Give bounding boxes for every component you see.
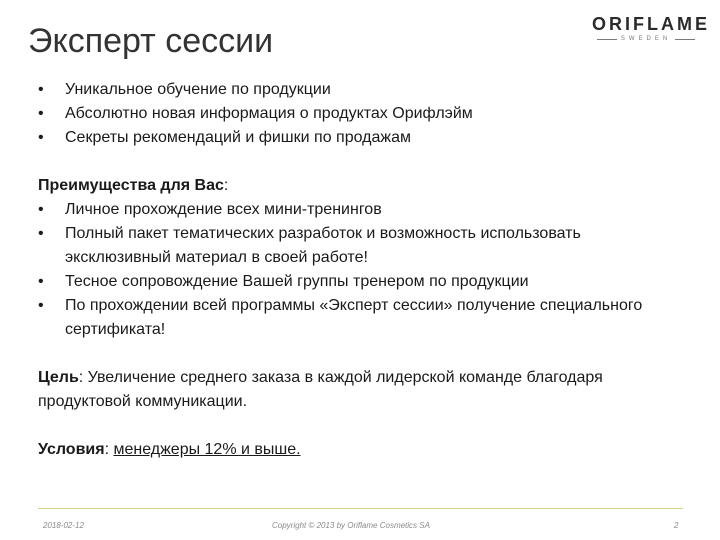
bullet-icon: • xyxy=(38,105,44,122)
oriflame-logo xyxy=(592,14,710,43)
goal-label: Цель xyxy=(38,369,79,386)
slide-title: Эксперт сессии xyxy=(28,22,274,60)
logo-sub: SWEDEN xyxy=(620,36,672,42)
logo-brand: ORIFLAME xyxy=(592,14,710,34)
benefits-list xyxy=(38,198,678,342)
slide-body xyxy=(38,78,678,462)
intro-list xyxy=(38,78,678,150)
bullet-icon: • xyxy=(38,273,44,290)
benefit-item-text: Личное прохождение всех мини-тренингов xyxy=(65,201,382,218)
logo-divider-right xyxy=(675,39,695,40)
benefit-item-text: Полный пакет тематических разработок и возможность использовать эксклюзивный материал в своей работе! xyxy=(65,225,581,266)
intro-item-text: Уникальное обучение по продукции xyxy=(65,81,331,98)
benefits-heading-text: Преимущества для Вас xyxy=(38,177,224,194)
footer-date: 2018-02-12 xyxy=(43,521,84,530)
benefit-item-text: Тесное сопровождение Вашей группы тренером по продукции xyxy=(65,273,529,290)
intro-item xyxy=(38,126,678,150)
benefit-item xyxy=(38,198,678,222)
intro-item-text: Секреты рекомендаций и фишки по продажам xyxy=(65,129,411,146)
footer-copyright: Copyright © 2013 by Oriflame Cosmetics SA xyxy=(272,521,430,530)
benefits-heading-colon: : xyxy=(223,177,229,194)
benefit-item-text: По прохождении всей программы «Эксперт сессии» получение специального сертификата! xyxy=(65,297,643,338)
logo-sub-row xyxy=(592,35,700,43)
spacer xyxy=(38,150,678,174)
spacer xyxy=(38,342,678,366)
intro-item xyxy=(38,102,678,126)
goal-paragraph xyxy=(38,366,678,414)
intro-item xyxy=(38,78,678,102)
goal-text: : Увеличение среднего заказа в каждой лидерской команде благодаря продуктовой коммуникации. xyxy=(38,369,603,410)
bullet-icon: • xyxy=(38,201,44,218)
footer-page-number: 2 xyxy=(674,521,679,530)
conditions-label: Условия xyxy=(38,441,105,458)
conditions-text: менеджеры 12% и выше. xyxy=(113,441,301,458)
bullet-icon: • xyxy=(38,129,44,146)
conditions-colon: : xyxy=(104,441,114,458)
benefit-item xyxy=(38,294,678,342)
bullet-icon: • xyxy=(38,81,44,98)
benefit-item xyxy=(38,270,678,294)
benefits-heading xyxy=(38,174,678,198)
benefit-item xyxy=(38,222,678,270)
bullet-icon: • xyxy=(38,297,44,314)
spacer xyxy=(38,414,678,438)
conditions-paragraph xyxy=(38,438,678,462)
intro-item-text: Абсолютно новая информация о продуктах Орифлэйм xyxy=(65,105,473,122)
footer-divider xyxy=(38,508,683,509)
logo-divider-left xyxy=(597,39,617,40)
bullet-icon: • xyxy=(38,225,44,242)
